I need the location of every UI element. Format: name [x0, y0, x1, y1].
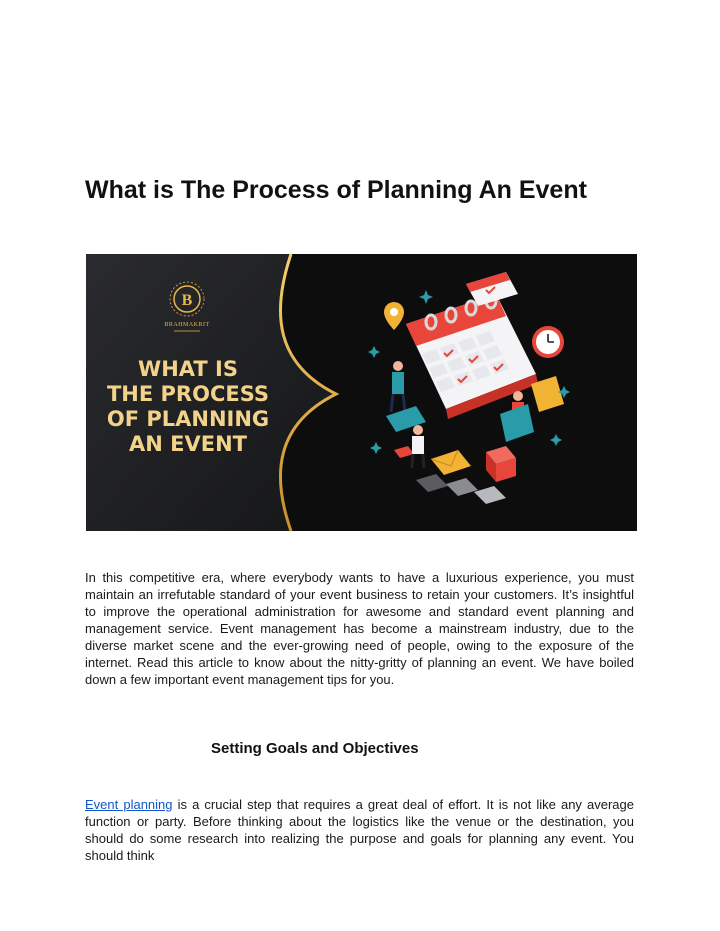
- section-paragraph-text: is a crucial step that requires a great deal of effort. It is not like any average function or party. Before thinking about the logistics like the venue or the destination, you should do some research into realizing the purpose and goals for planning any event. You should think: [85, 797, 634, 863]
- hero-heading-line-1: WHAT IS: [138, 357, 238, 381]
- hero-heading-line-4: AN EVENT: [129, 432, 247, 456]
- logo-letter: B: [181, 292, 193, 309]
- calendar-illustration: [368, 254, 570, 504]
- hero-image: [86, 254, 637, 531]
- hero-heading-line-2: THE PROCESS: [106, 382, 270, 406]
- hero-heading-line-3: OF PLANNING: [106, 407, 270, 431]
- page-title: What is The Process of Planning An Event: [85, 176, 587, 204]
- event-planning-link[interactable]: Event planning: [85, 797, 173, 812]
- logo-brand: BRAHMAKRIT: [164, 322, 210, 328]
- section-heading: Setting Goals and Objectives: [211, 740, 419, 757]
- intro-paragraph: In this competitive era, where everybody wants to have a luxurious experience, you must maintain an irrefutable standard of your event business to retain your customers. It’s insightful to improve the operational administration for awesome and standard event planning and management service. Event management has become a mainstream industry, due to the diverse market scene and the ever-growing need of people, owing to the exposure of the internet. Read this article to know about the nitty-gritty of planning an event. We have boiled down a few important event management tips for you.: [85, 570, 634, 687]
- section-paragraph: [85, 796, 634, 864]
